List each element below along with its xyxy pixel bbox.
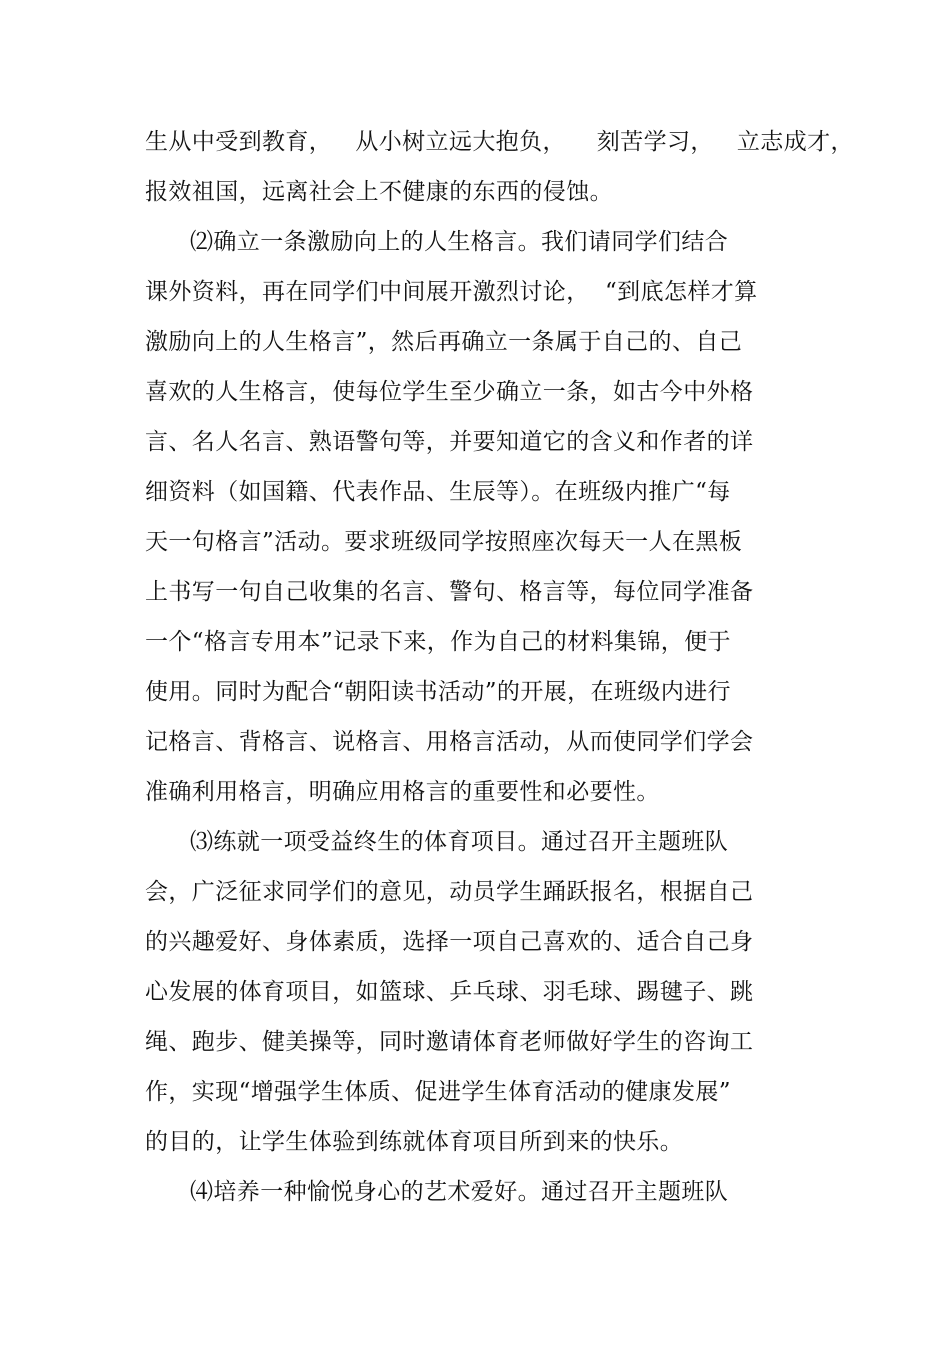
text-line: 细资料（如国籍、代表作品、生辰等）。在班级内推广“每 (145, 479, 731, 505)
text-line: 一个“格言专用本”记录下来，作为自己的材料集锦，便于 (145, 629, 731, 655)
text-line: 报效祖国，远离社会上不健康的东西的侵蚀。 (145, 179, 613, 205)
text-line: 上书写一句自己收集的名言、警句、格言等，每位同学准备 (145, 579, 754, 605)
paragraph-start-line: ⑶练就一项受益终生的体育项目。通过召开主题班队 (190, 829, 729, 855)
text-line: 心发展的体育项目，如篮球、乒乓球、羽毛球、踢毽子、跳 (145, 979, 754, 1005)
text-line: 喜欢的人生格言，使每位学生至少确立一条，如古今中外格 (145, 379, 754, 405)
text-line: 课外资料，再在同学们中间展开激烈讨论， “到底怎样才算 (145, 279, 758, 305)
text-line: 言、名人名言、熟语警句等，并要知道它的含义和作者的详 (145, 429, 754, 455)
text-line: 激励向上的人生格言”，然后再确立一条属于自己的、自己 (145, 329, 743, 355)
text-line: 使用。同时为配合“朝阳读书活动”的开展，在班级内进行 (145, 679, 731, 705)
text-line: 的兴趣爱好、身体素质，选择一项自己喜欢的、适合自己身 (145, 929, 754, 955)
text-line: 天一句格言”活动。要求班级同学按照座次每天一人在黑板 (145, 529, 743, 555)
text-line: 准确利用格言，明确应用格言的重要性和必要性。 (145, 779, 660, 805)
text-line: 会，广泛征求同学们的意见，动员学生踊跃报名，根据自己 (145, 879, 754, 905)
paragraph-start-line: ⑷培养一种愉悦身心的艺术爱好。通过召开主题班队 (190, 1179, 729, 1205)
paragraph-start-line: ⑵确立一条激励向上的人生格言。我们请同学们结合 (190, 229, 729, 255)
text-line: 绳、跑步、健美操等，同时邀请体育老师做好学生的咨询工 (145, 1029, 754, 1055)
text-line: 的目的，让学生体验到练就体育项目所到来的快乐。 (145, 1129, 684, 1155)
text-line: 作，实现“增强学生体质、促进学生体育活动的健康发展” (145, 1079, 731, 1105)
text-line: 生从中受到教育， 从小树立远大抱负， 刻苦学习， 立志成才， (145, 129, 854, 155)
text-line: 记格言、背格言、说格言、用格言活动，从而使同学们学会 (145, 729, 754, 755)
